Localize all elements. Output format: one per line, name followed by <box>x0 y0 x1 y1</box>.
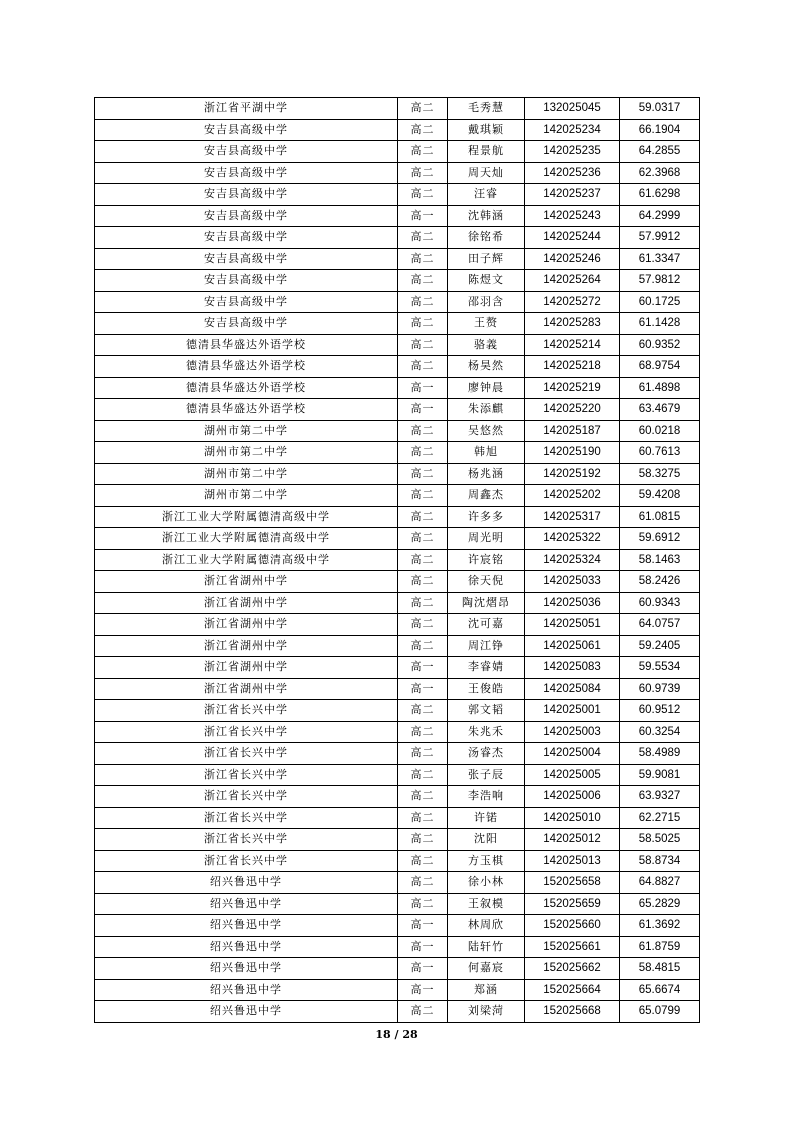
exam-id-cell: 142025220 <box>525 399 620 421</box>
exam-id-cell: 142025264 <box>525 270 620 292</box>
student-name-cell: 陶沈熠昂 <box>448 592 525 614</box>
grade-cell: 高二 <box>398 334 448 356</box>
student-name-cell: 何嘉宸 <box>448 958 525 980</box>
student-name-cell: 韩旭 <box>448 442 525 464</box>
school-cell: 绍兴鲁迅中学 <box>95 872 398 894</box>
score-cell: 60.3254 <box>620 721 700 743</box>
student-name-cell: 许锘 <box>448 807 525 829</box>
student-name-cell: 邵羽含 <box>448 291 525 313</box>
grade-cell: 高二 <box>398 635 448 657</box>
school-cell: 湖州市第二中学 <box>95 485 398 507</box>
exam-id-cell: 142025322 <box>525 528 620 550</box>
score-cell: 60.1725 <box>620 291 700 313</box>
school-cell: 浙江省湖州中学 <box>95 635 398 657</box>
exam-id-cell: 152025664 <box>525 979 620 1001</box>
table-row <box>95 141 700 163</box>
exam-id-cell: 142025033 <box>525 571 620 593</box>
school-cell: 浙江省长兴中学 <box>95 721 398 743</box>
exam-id-cell: 142025214 <box>525 334 620 356</box>
student-name-cell: 沈韩涵 <box>448 205 525 227</box>
grade-cell: 高二 <box>398 162 448 184</box>
score-cell: 63.4679 <box>620 399 700 421</box>
score-cell: 61.6298 <box>620 184 700 206</box>
student-name-cell: 林周欣 <box>448 915 525 937</box>
score-cell: 58.5025 <box>620 829 700 851</box>
school-cell: 德清县华盛达外语学校 <box>95 377 398 399</box>
student-name-cell: 陈煜文 <box>448 270 525 292</box>
school-cell: 绍兴鲁迅中学 <box>95 1001 398 1023</box>
grade-cell: 高二 <box>398 184 448 206</box>
score-cell: 63.9327 <box>620 786 700 808</box>
student-name-cell: 程景航 <box>448 141 525 163</box>
exam-id-cell: 142025324 <box>525 549 620 571</box>
score-cell: 59.9081 <box>620 764 700 786</box>
score-cell: 68.9754 <box>620 356 700 378</box>
student-name-cell: 陆轩竹 <box>448 936 525 958</box>
table-row <box>95 291 700 313</box>
score-cell: 59.2405 <box>620 635 700 657</box>
grade-cell: 高一 <box>398 979 448 1001</box>
score-cell: 61.3692 <box>620 915 700 937</box>
score-cell: 59.5534 <box>620 657 700 679</box>
exam-id-cell: 142025003 <box>525 721 620 743</box>
school-cell: 浙江工业大学附属德清高级中学 <box>95 506 398 528</box>
student-name-cell: 李浩响 <box>448 786 525 808</box>
school-cell: 浙江省长兴中学 <box>95 764 398 786</box>
table-row <box>95 592 700 614</box>
student-name-cell: 王叙模 <box>448 893 525 915</box>
student-name-cell: 刘梁菏 <box>448 1001 525 1023</box>
exam-id-cell: 142025006 <box>525 786 620 808</box>
school-cell: 绍兴鲁迅中学 <box>95 958 398 980</box>
table-row <box>95 98 700 120</box>
score-cell: 60.9739 <box>620 678 700 700</box>
table-row <box>95 377 700 399</box>
score-cell: 62.2715 <box>620 807 700 829</box>
table-row <box>95 893 700 915</box>
table-row <box>95 829 700 851</box>
school-cell: 安吉县高级中学 <box>95 291 398 313</box>
exam-id-cell: 142025219 <box>525 377 620 399</box>
score-cell: 65.2829 <box>620 893 700 915</box>
grade-cell: 高二 <box>398 829 448 851</box>
student-name-cell: 沈阳 <box>448 829 525 851</box>
exam-id-cell: 142025235 <box>525 141 620 163</box>
student-name-cell: 徐天倪 <box>448 571 525 593</box>
student-name-cell: 王俊皓 <box>448 678 525 700</box>
table-row <box>95 270 700 292</box>
table-row <box>95 657 700 679</box>
table-row <box>95 399 700 421</box>
table-row <box>95 979 700 1001</box>
student-name-cell: 杨兆涵 <box>448 463 525 485</box>
page-number: 18 / 28 <box>375 1028 418 1041</box>
student-name-cell: 方玉棋 <box>448 850 525 872</box>
student-name-cell: 徐铭希 <box>448 227 525 249</box>
table-row <box>95 528 700 550</box>
table-row <box>95 807 700 829</box>
student-name-cell: 戴琪颖 <box>448 119 525 141</box>
score-cell: 61.1428 <box>620 313 700 335</box>
score-cell: 58.3275 <box>620 463 700 485</box>
exam-id-cell: 152025662 <box>525 958 620 980</box>
score-cell: 58.4815 <box>620 958 700 980</box>
exam-id-cell: 142025236 <box>525 162 620 184</box>
exam-id-cell: 142025190 <box>525 442 620 464</box>
grade-cell: 高二 <box>398 850 448 872</box>
exam-id-cell: 152025660 <box>525 915 620 937</box>
table-row <box>95 313 700 335</box>
table-row <box>95 356 700 378</box>
school-cell: 浙江省湖州中学 <box>95 657 398 679</box>
grade-cell: 高二 <box>398 528 448 550</box>
student-name-cell: 张子辰 <box>448 764 525 786</box>
grade-cell: 高一 <box>398 399 448 421</box>
exam-id-cell: 142025010 <box>525 807 620 829</box>
school-cell: 安吉县高级中学 <box>95 248 398 270</box>
exam-id-cell: 152025658 <box>525 872 620 894</box>
school-cell: 德清县华盛达外语学校 <box>95 356 398 378</box>
score-cell: 66.1904 <box>620 119 700 141</box>
grade-cell: 高二 <box>398 313 448 335</box>
school-cell: 湖州市第二中学 <box>95 442 398 464</box>
table-row <box>95 248 700 270</box>
exam-id-cell: 142025187 <box>525 420 620 442</box>
exam-id-cell: 142025246 <box>525 248 620 270</box>
school-cell: 安吉县高级中学 <box>95 270 398 292</box>
exam-id-cell: 142025244 <box>525 227 620 249</box>
school-cell: 安吉县高级中学 <box>95 162 398 184</box>
school-cell: 安吉县高级中学 <box>95 205 398 227</box>
student-name-cell: 廖钟晨 <box>448 377 525 399</box>
school-cell: 浙江省长兴中学 <box>95 786 398 808</box>
school-cell: 绍兴鲁迅中学 <box>95 893 398 915</box>
table-row <box>95 678 700 700</box>
grade-cell: 高二 <box>398 1001 448 1023</box>
exam-id-cell: 142025005 <box>525 764 620 786</box>
score-cell: 58.1463 <box>620 549 700 571</box>
score-cell: 60.9512 <box>620 700 700 722</box>
school-cell: 浙江省平湖中学 <box>95 98 398 120</box>
score-cell: 61.0815 <box>620 506 700 528</box>
score-cell: 58.8734 <box>620 850 700 872</box>
student-name-cell: 许宸铭 <box>448 549 525 571</box>
score-cell: 60.9343 <box>620 592 700 614</box>
school-cell: 安吉县高级中学 <box>95 313 398 335</box>
exam-id-cell: 142025237 <box>525 184 620 206</box>
table-row <box>95 571 700 593</box>
student-name-cell: 周鑫杰 <box>448 485 525 507</box>
table-row <box>95 635 700 657</box>
score-cell: 59.6912 <box>620 528 700 550</box>
grade-cell: 高二 <box>398 270 448 292</box>
table-row <box>95 485 700 507</box>
grade-cell: 高一 <box>398 657 448 679</box>
score-cell: 59.0317 <box>620 98 700 120</box>
grade-cell: 高二 <box>398 442 448 464</box>
grade-cell: 高二 <box>398 485 448 507</box>
student-name-cell: 周光明 <box>448 528 525 550</box>
table-row <box>95 786 700 808</box>
score-cell: 61.3347 <box>620 248 700 270</box>
table-row <box>95 334 700 356</box>
school-cell: 安吉县高级中学 <box>95 119 398 141</box>
grade-cell: 高二 <box>398 98 448 120</box>
student-name-cell: 王赘 <box>448 313 525 335</box>
grade-cell: 高二 <box>398 571 448 593</box>
student-name-cell: 杨昊然 <box>448 356 525 378</box>
grade-cell: 高二 <box>398 614 448 636</box>
score-cell: 62.3968 <box>620 162 700 184</box>
table-row <box>95 700 700 722</box>
student-name-cell: 周江铮 <box>448 635 525 657</box>
table-row <box>95 743 700 765</box>
grade-cell: 高二 <box>398 872 448 894</box>
grade-cell: 高一 <box>398 377 448 399</box>
student-name-cell: 田子辉 <box>448 248 525 270</box>
school-cell: 德清县华盛达外语学校 <box>95 399 398 421</box>
exam-id-cell: 152025659 <box>525 893 620 915</box>
table-row <box>95 936 700 958</box>
student-name-cell: 沈可嘉 <box>448 614 525 636</box>
table-row <box>95 119 700 141</box>
grade-cell: 高二 <box>398 786 448 808</box>
school-cell: 浙江省长兴中学 <box>95 743 398 765</box>
score-cell: 64.2855 <box>620 141 700 163</box>
student-name-cell: 吴悠然 <box>448 420 525 442</box>
grade-cell: 高一 <box>398 958 448 980</box>
table-row <box>95 764 700 786</box>
table-row <box>95 549 700 571</box>
school-cell: 浙江工业大学附属德清高级中学 <box>95 549 398 571</box>
score-cell: 59.4208 <box>620 485 700 507</box>
results-table-body <box>95 98 700 1023</box>
grade-cell: 高二 <box>398 356 448 378</box>
student-name-cell: 汤睿杰 <box>448 743 525 765</box>
grade-cell: 高二 <box>398 743 448 765</box>
grade-cell: 高二 <box>398 506 448 528</box>
grade-cell: 高二 <box>398 592 448 614</box>
exam-id-cell: 142025317 <box>525 506 620 528</box>
student-name-cell: 周天灿 <box>448 162 525 184</box>
exam-id-cell: 142025004 <box>525 743 620 765</box>
grade-cell: 高二 <box>398 420 448 442</box>
student-name-cell: 徐小林 <box>448 872 525 894</box>
exam-id-cell: 142025051 <box>525 614 620 636</box>
grade-cell: 高一 <box>398 678 448 700</box>
exam-id-cell: 142025084 <box>525 678 620 700</box>
exam-id-cell: 142025036 <box>525 592 620 614</box>
table-row <box>95 721 700 743</box>
student-name-cell: 朱添麒 <box>448 399 525 421</box>
exam-id-cell: 142025283 <box>525 313 620 335</box>
grade-cell: 高二 <box>398 764 448 786</box>
score-cell: 65.0799 <box>620 1001 700 1023</box>
table-row <box>95 205 700 227</box>
student-name-cell: 汪睿 <box>448 184 525 206</box>
exam-id-cell: 142025012 <box>525 829 620 851</box>
table-row <box>95 463 700 485</box>
exam-id-cell: 142025218 <box>525 356 620 378</box>
school-cell: 绍兴鲁迅中学 <box>95 979 398 1001</box>
grade-cell: 高二 <box>398 549 448 571</box>
score-cell: 58.2426 <box>620 571 700 593</box>
table-row <box>95 614 700 636</box>
school-cell: 浙江省长兴中学 <box>95 829 398 851</box>
student-name-cell: 许多多 <box>448 506 525 528</box>
school-cell: 绍兴鲁迅中学 <box>95 915 398 937</box>
grade-cell: 高二 <box>398 291 448 313</box>
table-row <box>95 1001 700 1023</box>
exam-id-cell: 142025272 <box>525 291 620 313</box>
grade-cell: 高一 <box>398 205 448 227</box>
grade-cell: 高一 <box>398 915 448 937</box>
grade-cell: 高二 <box>398 700 448 722</box>
score-cell: 64.2999 <box>620 205 700 227</box>
exam-id-cell: 142025234 <box>525 119 620 141</box>
exam-id-cell: 142025001 <box>525 700 620 722</box>
table-row <box>95 506 700 528</box>
exam-id-cell: 152025668 <box>525 1001 620 1023</box>
score-cell: 60.7613 <box>620 442 700 464</box>
score-cell: 60.9352 <box>620 334 700 356</box>
grade-cell: 高二 <box>398 463 448 485</box>
grade-cell: 高二 <box>398 227 448 249</box>
table-row <box>95 850 700 872</box>
table-row <box>95 958 700 980</box>
school-cell: 浙江省湖州中学 <box>95 592 398 614</box>
table-row <box>95 442 700 464</box>
exam-id-cell: 142025061 <box>525 635 620 657</box>
score-cell: 65.6674 <box>620 979 700 1001</box>
table-row <box>95 184 700 206</box>
score-cell: 61.4898 <box>620 377 700 399</box>
student-name-cell: 骆義 <box>448 334 525 356</box>
school-cell: 浙江省长兴中学 <box>95 807 398 829</box>
exam-id-cell: 142025083 <box>525 657 620 679</box>
school-cell: 浙江省长兴中学 <box>95 700 398 722</box>
table-row <box>95 162 700 184</box>
school-cell: 绍兴鲁迅中学 <box>95 936 398 958</box>
school-cell: 浙江省湖州中学 <box>95 571 398 593</box>
exam-id-cell: 142025013 <box>525 850 620 872</box>
student-name-cell: 毛秀慧 <box>448 98 525 120</box>
school-cell: 湖州市第二中学 <box>95 463 398 485</box>
score-cell: 60.0218 <box>620 420 700 442</box>
exam-id-cell: 152025661 <box>525 936 620 958</box>
school-cell: 湖州市第二中学 <box>95 420 398 442</box>
table-row <box>95 872 700 894</box>
table-row <box>95 420 700 442</box>
grade-cell: 高二 <box>398 893 448 915</box>
exam-id-cell: 142025243 <box>525 205 620 227</box>
student-name-cell: 李睿婧 <box>448 657 525 679</box>
grade-cell: 高二 <box>398 119 448 141</box>
exam-id-cell: 142025202 <box>525 485 620 507</box>
results-table <box>94 97 700 1023</box>
student-name-cell: 郭文韬 <box>448 700 525 722</box>
grade-cell: 高二 <box>398 141 448 163</box>
grade-cell: 高二 <box>398 807 448 829</box>
score-cell: 57.9912 <box>620 227 700 249</box>
student-name-cell: 朱兆禾 <box>448 721 525 743</box>
school-cell: 安吉县高级中学 <box>95 141 398 163</box>
school-cell: 浙江省湖州中学 <box>95 614 398 636</box>
score-cell: 57.9812 <box>620 270 700 292</box>
table-row <box>95 915 700 937</box>
score-cell: 58.4989 <box>620 743 700 765</box>
school-cell: 德清县华盛达外语学校 <box>95 334 398 356</box>
score-cell: 61.8759 <box>620 936 700 958</box>
grade-cell: 高二 <box>398 248 448 270</box>
score-cell: 64.8827 <box>620 872 700 894</box>
exam-id-cell: 142025192 <box>525 463 620 485</box>
grade-cell: 高二 <box>398 721 448 743</box>
student-name-cell: 郑涵 <box>448 979 525 1001</box>
school-cell: 浙江省湖州中学 <box>95 678 398 700</box>
exam-id-cell: 132025045 <box>525 98 620 120</box>
grade-cell: 高一 <box>398 936 448 958</box>
table-row <box>95 227 700 249</box>
school-cell: 安吉县高级中学 <box>95 184 398 206</box>
school-cell: 浙江省长兴中学 <box>95 850 398 872</box>
score-cell: 64.0757 <box>620 614 700 636</box>
school-cell: 安吉县高级中学 <box>95 227 398 249</box>
school-cell: 浙江工业大学附属德清高级中学 <box>95 528 398 550</box>
